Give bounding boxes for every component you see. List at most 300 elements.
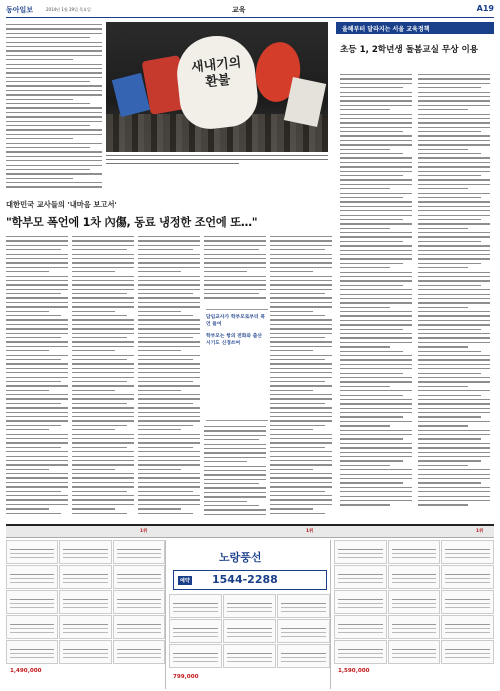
text-line — [72, 486, 134, 487]
text-line — [204, 267, 266, 268]
text-line — [204, 487, 266, 488]
text-line — [138, 429, 181, 430]
ad-right[interactable] — [334, 540, 494, 689]
text-line — [418, 452, 490, 453]
text-line — [340, 245, 412, 246]
text-line — [340, 359, 412, 360]
text-line — [6, 341, 68, 342]
text-line — [138, 442, 200, 443]
sign-text: 새내기의 환불 — [190, 55, 243, 91]
text-line — [270, 289, 332, 290]
text-line — [418, 245, 490, 246]
text-line — [340, 157, 412, 158]
text-line — [270, 482, 332, 483]
text-line — [340, 228, 390, 229]
text-line — [340, 232, 412, 233]
text-line — [270, 403, 325, 404]
text-line — [340, 241, 403, 242]
text-line — [6, 315, 61, 316]
text-line — [270, 359, 325, 360]
text-line — [418, 83, 490, 84]
ad-left[interactable] — [6, 540, 166, 689]
text-line — [138, 324, 200, 325]
pull-quote-2: 학부모는 항의 전화와 출산 시기도 신경쓰여 — [206, 333, 262, 347]
text-line — [138, 434, 200, 435]
text-line — [138, 513, 193, 514]
text-line — [6, 138, 73, 139]
text-line — [270, 315, 325, 316]
text-line — [270, 324, 332, 325]
text-line — [270, 302, 332, 303]
text-line — [138, 302, 200, 303]
ad-listing — [113, 640, 165, 664]
text-line — [72, 390, 115, 391]
ad-listing — [169, 594, 222, 618]
newspaper-page — [6, 4, 494, 687]
sidebar-label: 올해부터 달라지는 서울 교육정책 — [342, 26, 430, 33]
text-line — [6, 381, 61, 382]
text-line — [340, 289, 412, 290]
text-line — [6, 372, 68, 373]
ad-listing — [277, 644, 330, 668]
text-line — [340, 315, 412, 316]
section-title: 교육 — [232, 6, 246, 14]
text-line — [340, 122, 412, 123]
ad-price: 799,000 — [173, 674, 199, 680]
text-line — [418, 346, 468, 347]
text-line — [340, 381, 412, 382]
text-line — [138, 416, 200, 417]
text-line — [72, 293, 127, 294]
text-line — [418, 127, 490, 128]
text-line — [138, 306, 200, 307]
text-line — [270, 438, 332, 439]
text-line — [138, 407, 200, 408]
ad-listing — [113, 615, 165, 639]
text-line — [340, 373, 403, 374]
text-line — [6, 491, 61, 492]
text-line — [204, 271, 247, 272]
text-line — [204, 284, 266, 285]
text-line — [6, 116, 102, 117]
text-line — [270, 434, 332, 435]
text-line — [270, 508, 313, 509]
text-line — [6, 186, 102, 187]
text-line — [6, 486, 68, 487]
text-line — [418, 162, 490, 163]
text-line — [204, 466, 266, 467]
text-line — [72, 442, 134, 443]
text-line — [418, 359, 490, 360]
text-line — [72, 412, 134, 413]
text-line — [270, 456, 332, 457]
text-line — [340, 92, 412, 93]
text-line — [6, 236, 68, 237]
text-line — [340, 355, 412, 356]
text-line — [204, 474, 266, 475]
text-line — [340, 153, 403, 154]
text-line — [72, 267, 134, 268]
text-line — [72, 425, 127, 426]
text-line — [270, 407, 332, 408]
text-line — [6, 103, 90, 104]
text-line — [72, 447, 127, 448]
text-line — [138, 293, 193, 294]
text-line — [72, 482, 134, 483]
text-line — [6, 420, 68, 421]
text-line — [340, 337, 412, 338]
text-line — [340, 162, 412, 163]
text-line — [270, 499, 332, 500]
text-line — [204, 430, 266, 431]
text-line — [138, 333, 200, 334]
text-line — [72, 469, 115, 470]
ad-listing — [6, 640, 58, 664]
text-line — [418, 140, 490, 141]
text-line — [72, 240, 134, 241]
text-line — [340, 127, 412, 128]
text-line — [418, 153, 481, 154]
text-line — [204, 249, 259, 250]
text-line — [6, 59, 73, 60]
ad-listing — [334, 615, 387, 639]
text-line — [6, 297, 68, 298]
text-line — [6, 346, 68, 347]
article-kicker: 대한민국 교사들의 '내마음 보고서' — [6, 200, 117, 209]
text-line — [6, 324, 68, 325]
text-line — [340, 311, 412, 312]
text-line — [204, 501, 247, 502]
text-line — [6, 508, 49, 509]
text-line — [6, 33, 102, 34]
text-line — [340, 342, 412, 343]
text-line — [270, 262, 332, 263]
text-line — [340, 408, 412, 409]
sidebar-text-col-2 — [418, 74, 490, 514]
text-line — [340, 267, 390, 268]
text-line — [340, 364, 412, 365]
text-line — [6, 434, 68, 435]
text-line — [204, 254, 266, 255]
ad-phone-box — [173, 570, 327, 590]
text-line — [204, 444, 266, 445]
text-line — [270, 442, 332, 443]
ad-price: 1,490,000 — [10, 668, 42, 674]
text-line — [340, 100, 412, 101]
ad-listing — [334, 540, 387, 564]
text-line — [340, 474, 412, 475]
text-line — [270, 381, 325, 382]
advertisement-section — [6, 524, 494, 687]
ad-banner-row — [6, 526, 494, 538]
text-line — [138, 425, 193, 426]
text-line — [418, 337, 490, 338]
text-line — [204, 483, 259, 484]
text-line — [72, 372, 134, 373]
text-line — [270, 363, 332, 364]
text-line — [418, 267, 468, 268]
text-line — [6, 99, 73, 100]
text-line — [138, 491, 193, 492]
text-line — [270, 477, 332, 478]
text-line — [138, 280, 200, 281]
text-line — [418, 315, 490, 316]
text-line — [340, 482, 403, 483]
ad-listing — [441, 615, 494, 639]
text-line — [138, 486, 200, 487]
ad-listing — [334, 640, 387, 664]
text-line — [340, 149, 390, 150]
text-line — [204, 297, 266, 298]
text-line — [138, 363, 200, 364]
text-line — [418, 496, 490, 497]
text-line — [6, 403, 61, 404]
text-line — [138, 341, 200, 342]
text-line — [6, 482, 68, 483]
text-line — [204, 289, 266, 290]
text-line — [418, 302, 490, 303]
text-line — [6, 245, 68, 246]
text-line — [138, 245, 200, 246]
text-line — [340, 390, 412, 391]
text-line — [340, 452, 412, 453]
text-line — [340, 135, 412, 136]
ad-listing — [388, 590, 441, 614]
text-line — [72, 460, 134, 461]
ad-listing — [277, 594, 330, 618]
text-line — [138, 284, 200, 285]
text-line — [72, 499, 134, 500]
text-line — [418, 219, 481, 220]
text-line — [340, 74, 412, 75]
text-line — [138, 276, 200, 277]
text-line — [340, 447, 412, 448]
text-line — [418, 364, 490, 365]
text-line — [418, 425, 468, 426]
text-line — [6, 178, 73, 179]
text-line — [340, 105, 412, 106]
text-line — [72, 504, 134, 505]
ad-listing — [441, 590, 494, 614]
text-line — [72, 385, 134, 386]
text-line — [418, 263, 481, 264]
text-line — [6, 333, 68, 334]
text-line — [340, 307, 390, 308]
ad-listing — [113, 565, 165, 589]
text-line — [204, 505, 259, 506]
text-line — [6, 81, 90, 82]
text-line — [138, 240, 200, 241]
text-line — [418, 258, 490, 259]
ad-price: 1,590,000 — [338, 668, 370, 674]
ad-travel[interactable] — [169, 540, 331, 689]
text-line — [418, 272, 490, 273]
text-line — [418, 377, 490, 378]
text-line — [270, 390, 313, 391]
text-line — [340, 96, 412, 97]
ad-brand-name: 노랑풍선 — [219, 551, 262, 564]
text-line — [6, 165, 102, 166]
text-line — [72, 508, 115, 509]
text-line — [418, 390, 490, 391]
text-line — [72, 403, 127, 404]
text-line — [340, 320, 412, 321]
text-line — [270, 284, 332, 285]
text-line — [138, 438, 200, 439]
ad-listing — [223, 644, 276, 668]
text-line — [418, 333, 490, 334]
text-line — [270, 293, 325, 294]
text-line — [340, 83, 412, 84]
text-line — [418, 254, 490, 255]
text-line — [6, 143, 102, 144]
text-line — [72, 306, 134, 307]
text-line — [340, 377, 412, 378]
text-line — [418, 276, 490, 277]
text-line — [72, 271, 115, 272]
text-line — [138, 311, 181, 312]
text-line — [340, 469, 412, 470]
text-line — [6, 311, 49, 312]
ad-listing — [388, 615, 441, 639]
text-line — [6, 425, 61, 426]
text-line — [72, 381, 127, 382]
text-line — [340, 250, 412, 251]
text-line — [72, 350, 115, 351]
text-line — [72, 434, 134, 435]
text-line — [138, 271, 181, 272]
text-line — [6, 151, 102, 152]
text-line — [340, 346, 390, 347]
text-line — [340, 175, 403, 176]
text-line — [340, 236, 412, 237]
text-line — [6, 377, 68, 378]
text-line — [418, 460, 481, 461]
text-line — [6, 473, 68, 474]
text-line — [418, 193, 490, 194]
text-line — [340, 302, 412, 303]
text-line — [6, 464, 68, 465]
text-line — [138, 289, 200, 290]
text-line — [138, 456, 200, 457]
pull-quote — [206, 309, 268, 421]
text-line — [72, 302, 134, 303]
text-line — [6, 306, 68, 307]
text-line — [72, 337, 127, 338]
text-line — [340, 206, 412, 207]
text-line — [418, 355, 490, 356]
text-line — [418, 109, 468, 110]
text-line — [72, 368, 134, 369]
text-line — [340, 496, 412, 497]
text-line — [270, 280, 332, 281]
text-line — [72, 245, 134, 246]
ad-listing — [59, 565, 111, 589]
text-line — [204, 245, 266, 246]
text-line — [6, 390, 49, 391]
text-line — [72, 420, 134, 421]
text-line — [138, 315, 193, 316]
article-col-4b — [204, 426, 266, 521]
text-line — [6, 254, 68, 255]
text-line — [418, 289, 490, 290]
text-line — [6, 280, 68, 281]
text-line — [418, 135, 490, 136]
text-line — [270, 249, 325, 250]
text-line — [270, 495, 332, 496]
text-line — [340, 188, 390, 189]
text-line — [6, 262, 68, 263]
text-line — [138, 368, 200, 369]
text-line — [270, 245, 332, 246]
issue-date: 2014년 1월 29일 목요일 — [46, 7, 91, 12]
text-line — [6, 460, 68, 461]
article-col-1 — [6, 236, 68, 521]
text-line — [418, 144, 490, 145]
text-line — [138, 355, 200, 356]
ad-listing-grid — [334, 540, 494, 689]
text-line — [340, 478, 412, 479]
text-line — [418, 504, 468, 505]
text-line — [138, 412, 200, 413]
text-line — [6, 385, 68, 386]
text-line — [418, 157, 490, 158]
text-line — [72, 324, 134, 325]
text-line — [138, 499, 200, 500]
ad-listing — [169, 644, 222, 668]
text-line — [270, 416, 332, 417]
text-line — [340, 87, 403, 88]
text-line — [418, 100, 490, 101]
text-line — [138, 469, 181, 470]
article-col-4 — [204, 236, 266, 306]
text-line — [6, 160, 102, 161]
text-line — [6, 24, 102, 25]
text-line — [340, 430, 412, 431]
text-line — [72, 311, 115, 312]
text-line — [6, 169, 90, 170]
ad-listing — [223, 594, 276, 618]
text-line — [340, 438, 403, 439]
text-line — [6, 328, 68, 329]
text-line — [270, 469, 313, 470]
text-line — [418, 478, 490, 479]
text-line — [138, 381, 193, 382]
ad-listing — [334, 565, 387, 589]
text-line — [138, 350, 181, 351]
text-line — [418, 342, 490, 343]
ad-phone-number: 1544-2288 — [212, 573, 278, 586]
text-line — [204, 276, 266, 277]
text-line — [6, 249, 61, 250]
text-line — [6, 416, 68, 417]
text-line — [204, 435, 266, 436]
text-line — [340, 491, 412, 492]
ad-brand — [219, 546, 309, 568]
ad-listing-grid — [6, 540, 165, 689]
text-line — [204, 457, 266, 458]
text-line — [72, 377, 134, 378]
text-line — [138, 262, 200, 263]
text-line — [340, 171, 412, 172]
text-line — [418, 201, 490, 202]
text-line — [418, 232, 490, 233]
text-line — [138, 477, 200, 478]
text-line — [6, 451, 68, 452]
ad-rank-badge: 1위 — [476, 529, 484, 534]
text-line — [270, 504, 332, 505]
text-line — [340, 285, 403, 286]
